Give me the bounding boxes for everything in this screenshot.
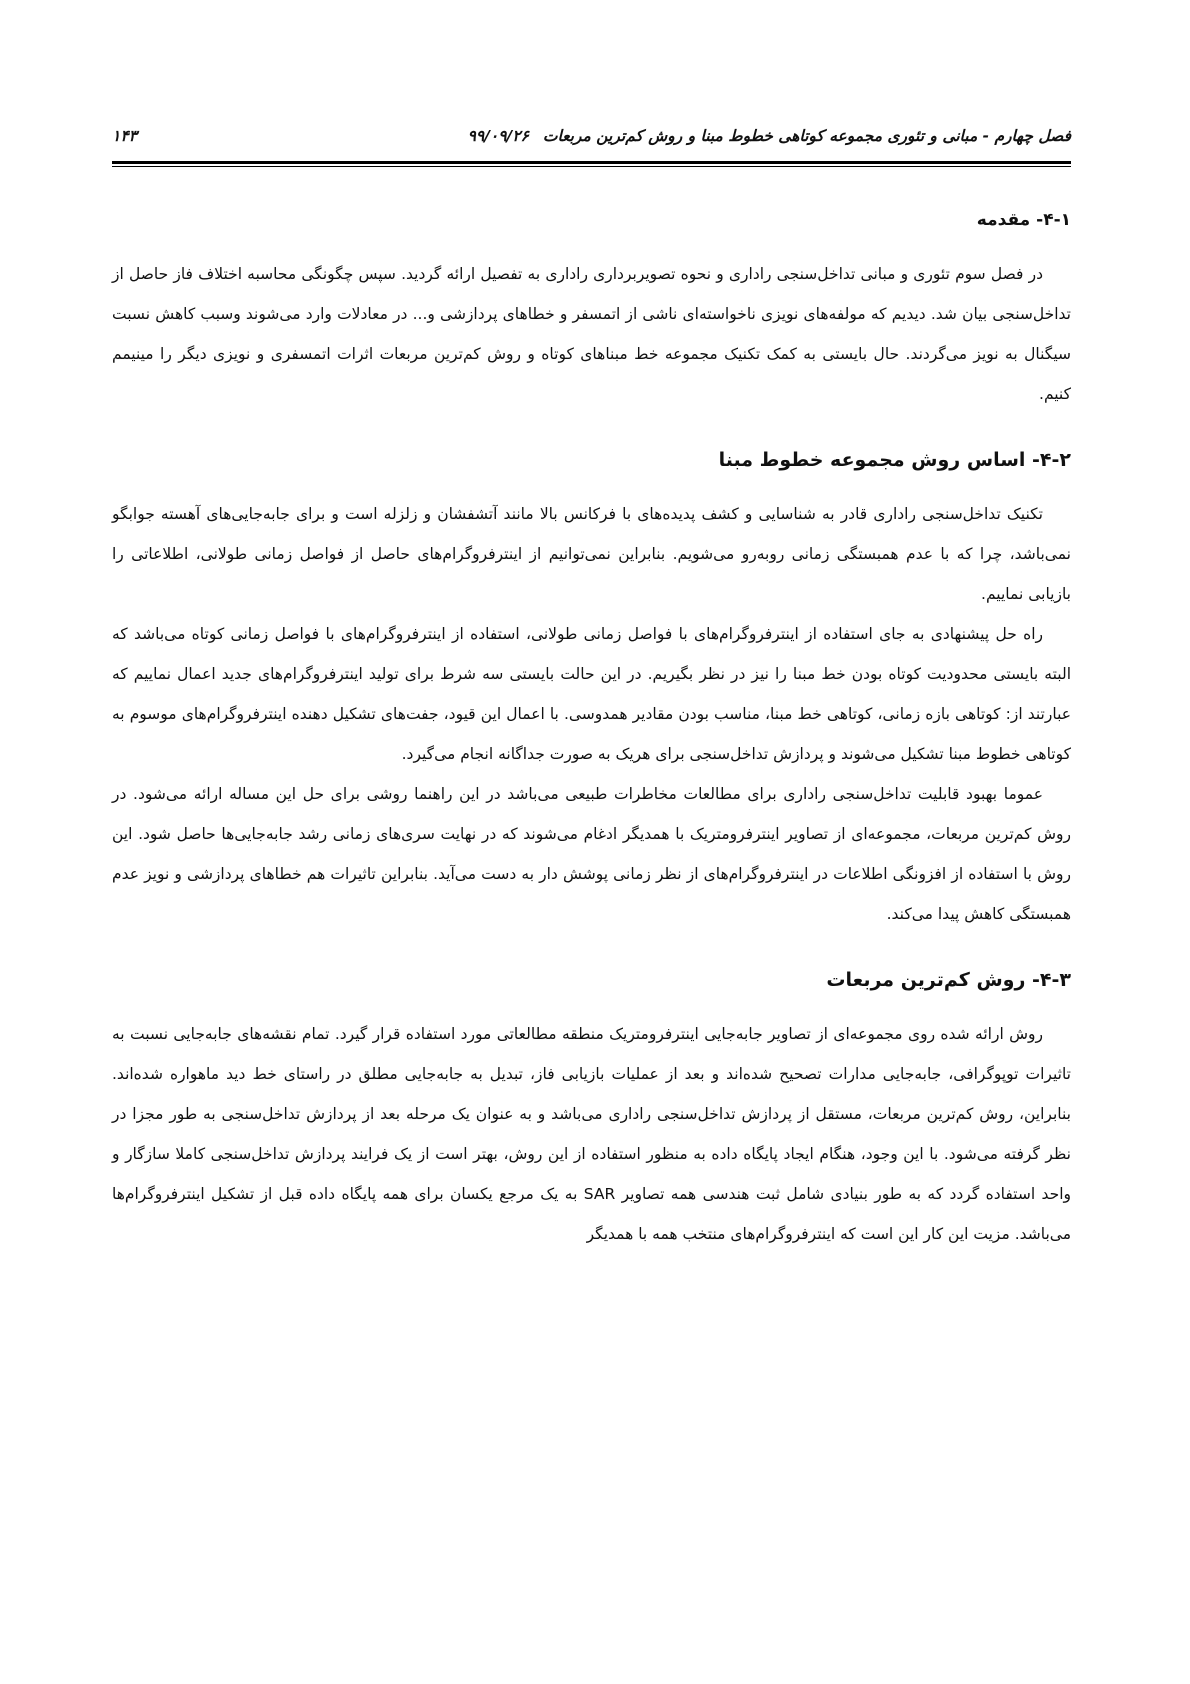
- section-heading-introduction: ۴-۱- مقدمه: [976, 210, 1071, 230]
- page-number: ۱۴۳: [112, 127, 137, 145]
- chapter-title: فصل چهارم - مبانی و تئوری مجموعه کوتاهی خطوط مبنا و روش کم‌ترین مربعات: [542, 127, 1071, 145]
- running-header: [112, 118, 1071, 154]
- section-heading-least-squares: ۴-۳- روش کم‌ترین مربعات: [826, 969, 1071, 991]
- paragraph: روش ارائه شده روی مجموعه‌ای از تصاویر جابه‌جایی اینترفرومتریک منطقه مطالعاتی مورد استفاده قرار گیرد. تمام نقشه‌های جابه‌جایی نسبت به تاثیرات توپوگرافی، جابه‌جایی مدارات تصحیح شده‌اند و بعد از عملیات بازیابی فاز، تبدیل به جابه‌جایی مطلق در راستای خط دید ماهواره شده‌اند. بنابراین، روش کم‌ترین مربعات، مستقل از پردازش تداخل‌سنجی راداری می‌باشد و به عنوان یک مرحله بعد از پردازش تداخل‌سنجی به طور مجزا در نظر گرفته می‌شود. با این وجود، هنگام ایجاد پایگاه داده به منظور استفاده از این روش، بهتر است از یک فرایند پردازش تداخل‌سنجی کاملا سازگار و واحد استفاده گردد که به طور بنیادی شامل ثبت هندسی همه تصاویر SAR به یک مرجع یکسان برای همه پایگاه داده قبل از تشکیل اینترفروگرام‌ها می‌باشد. مزیت این کار این است که اینترفروگرام‌های منتخب همه با همدیگر: [112, 1025, 1071, 1243]
- page-content: [112, 200, 1071, 1254]
- paragraph: عموما بهبود قابلیت تداخل‌سنجی راداری برای مطالعات مخاطرات طبیعی می‌باشد در این راهنما روشی برای حل این مساله ارائه می‌شود. در روش کم‌ترین مربعات، مجموعه‌ای از تصاویر اینترفرومتریک با همدیگر ادغام می‌شوند که در نهایت سری‌های زمانی رشد جابه‌جایی‌ها حاصل شود. این روش با استفاده از افزونگی اطلاعات در اینترفروگرام‌های از نظر زمانی پوشش دار به دست می‌آید. بنابراین تاثیرات هم خطاهای پردازشی و نویز عدم همبستگی کاهش پیدا می‌کند.: [112, 785, 1071, 923]
- paragraph: در فصل سوم تئوری و مبانی تداخل‌سنجی راداری و نحوه تصویربرداری راداری به تفصیل ارائه گردید. سپس چگونگی محاسبه اختلاف فاز حاصل از تداخل‌سنجی بیان شد. دیدیم که مولفه‌های نویزی ناخواسته‌ای ناشی از اتمسفر و خطاهای پردازشی و... در معادلات وارد می‌شوند وسبب کاهش نسبت سیگنال به نویز می‌گردند. حال بایستی به کمک تکنیک مجموعه خط مبناهای کوتاه و روش کم‌ترین مربعات اثرات اتمسفری و نویزی دیگر را مینیمم کنیم.: [112, 265, 1071, 403]
- header-rule-thin: [112, 166, 1071, 167]
- paragraph: راه حل پیشنهادی به جای استفاده از اینترفروگرام‌های با فواصل زمانی طولانی، استفاده از اینترفروگرام‌های با فواصل زمانی کوتاه می‌باشد که البته بایستی محدودیت کوتاه بودن خط مبنا را نیز در نظر بگیریم. در این حالت بایستی سه شرط برای تولید اینترفروگرام‌های جدید اعمال نماییم که عبارتند از: کوتاهی بازه زمانی، کوتاهی خط مبنا، مناسب بودن مقادیر همدوسی. با اعمال این قیود، جفت‌های تشکیل دهنده اینترفروگرام‌های موسوم به کوتاهی خطوط مبنا تشکیل می‌شوند و پردازش تداخل‌سنجی برای هریک به صورت جداگانه انجام می‌گیرد.: [112, 625, 1071, 763]
- section-heading-sbas-basis: ۴-۲- اساس روش مجموعه خطوط مبنا: [718, 449, 1071, 471]
- header-date: ۹۹/۰۹/۲۶: [467, 127, 529, 145]
- header-title-group: [468, 127, 1071, 145]
- header-rule-thick: [112, 161, 1071, 164]
- paragraph: تکنیک تداخل‌سنجی راداری قادر به شناسایی و کشف پدیده‌های با فرکانس بالا مانند آتشفشان و زلزله است و برای جابه‌جایی‌های آهسته جوابگو نمی‌باشد، چرا که با عدم همبستگی زمانی روبه‌رو می‌شویم. بنابراین نمی‌توانیم از اینترفروگرام‌های حاصل از فواصل زمانی طولانی، اطلاعاتی را بازیابی نماییم.: [112, 505, 1071, 603]
